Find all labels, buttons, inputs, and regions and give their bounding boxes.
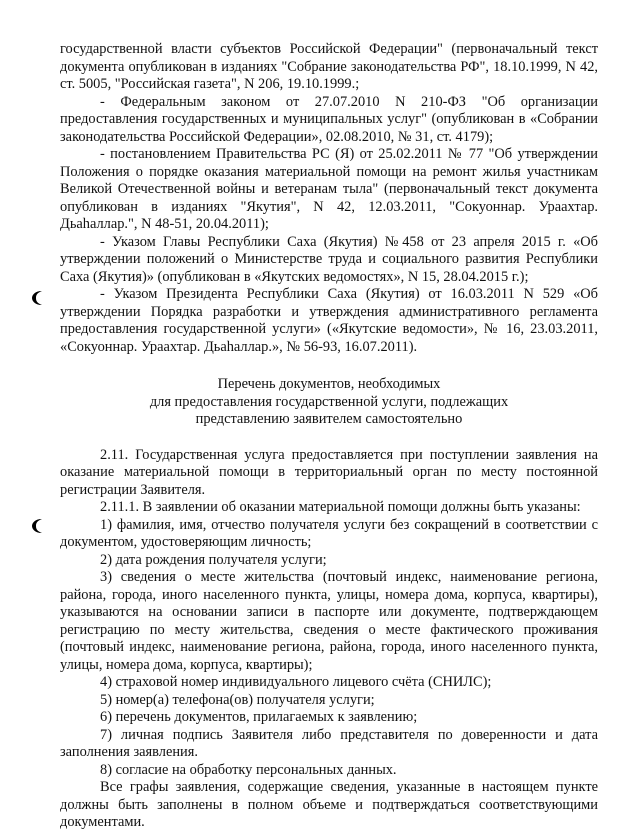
list-item: 6) перечень документов, прилагаемых к заявлению; [100,709,418,725]
paragraph: - постановлением Правительства РС (Я) от 25.02.2011 № 77 "Об утверждении Положения о порядке оказания материальной помощи на ремонт жилья участникам Великой Отечественной войны и ветеранам тыла" (первоначальный текст документа опубликован в изданиях "Якутия", N 42, 12.03.2011, "Сокуоннар. Ураахтар. Дьаһаллар.", N 48-51, 20.04.2011); [60,146,598,232]
paragraph: - Федеральным законом от 27.07.2010 N 210-ФЗ "Об организации предоставления государственных и муниципальных услуг" (опубликован в «Собрании законодательства Российской Федерации», 02.08.2010, № 31, ст. 4179); [60,93,598,145]
list-item: 7) личная подпись Заявителя либо представителя по доверенности и дата заполнения заявления. [60,726,598,760]
paragraph: - Указом Главы Республики Саха (Якутия) №458 от 23 апреля 2015 г. «Об утверждении положений о Министерстве труда и социального развития Республики Саха (Якутия)» (опубликован в «Якутских ведомостях», N 15, 28.04.2015 г.); [60,233,598,285]
list-item: 4) страховой номер индивидуального лицевого счёта (СНИЛС); [100,674,492,690]
list-item: 8) согласие на обработку персональных данных. [100,761,397,778]
paragraph: Все графы заявления, содержащие сведения, указанные в настоящем пункте должны быть заполнены в полном объеме и подтверждаться соответствующими документами. [60,779,598,830]
paragraph: 2.11.1. В заявлении об оказании материальной помощи должны быть указаны: [100,499,581,515]
paragraph: - Указом Президента Республики Саха (Якутия) от 16.03.2011 N 529 «Об утверждении Порядка разработки и утверждения административного регламента предоставления государственной услуги» («Якутские ведомости», № 16, 23.03.2011, «Сокуоннар. Ураахтар. Дьаһаллар.», № 56-93, 16.07.2011). [60,286,598,355]
list-item: 3) сведения о месте жительства (почтовый индекс, наименование региона, района, города, иного населенного пункта, улицы, номера дома, корпуса, квартиры), указываются на основании записи в паспорте или документе, подтверждающем регистрацию по месту жительства, сведения о месте фактического проживания (почтовый индекс, наименование региона, района, города, иного населенного пункта, улицы, номера дома, корпуса, квартиры); [60,569,598,673]
section-heading [60,376,598,429]
punch-hole-mark-icon [31,290,47,306]
punch-hole-mark-icon [31,518,47,534]
paragraph: государственной власти субъектов Российской Федерации" (первоначальный текст документа опубликован в изданиях "Собрание законодательства РФ", 18.10.1999, N 42, ст. 5005, "Российская газета", N 206, 19.10.1999.; [60,41,598,92]
list-item: 1) фамилия, имя, отчество получателя услуги без сокращений в соответствии с документом, удостоверяющим личность; [60,516,598,550]
document-body [60,41,598,832]
section-heading-line: представлению заявителем самостоятельно [195,411,463,427]
section-heading-line: Перечень документов, необходимых [217,376,441,392]
list-item: 2) дата рождения получателя услуги; [100,551,327,568]
paragraph: 2.11. Государственная услуга предоставляется при поступлении заявления на оказание материальной помощи в территориальный орган по месту постоянной регистрации Заявителя. [60,446,598,498]
list-item: 5) номер(а) телефона(ов) получателя услуги; [100,691,375,708]
section-heading-line: для предоставления государственной услуги, подлежащих [149,393,509,410]
